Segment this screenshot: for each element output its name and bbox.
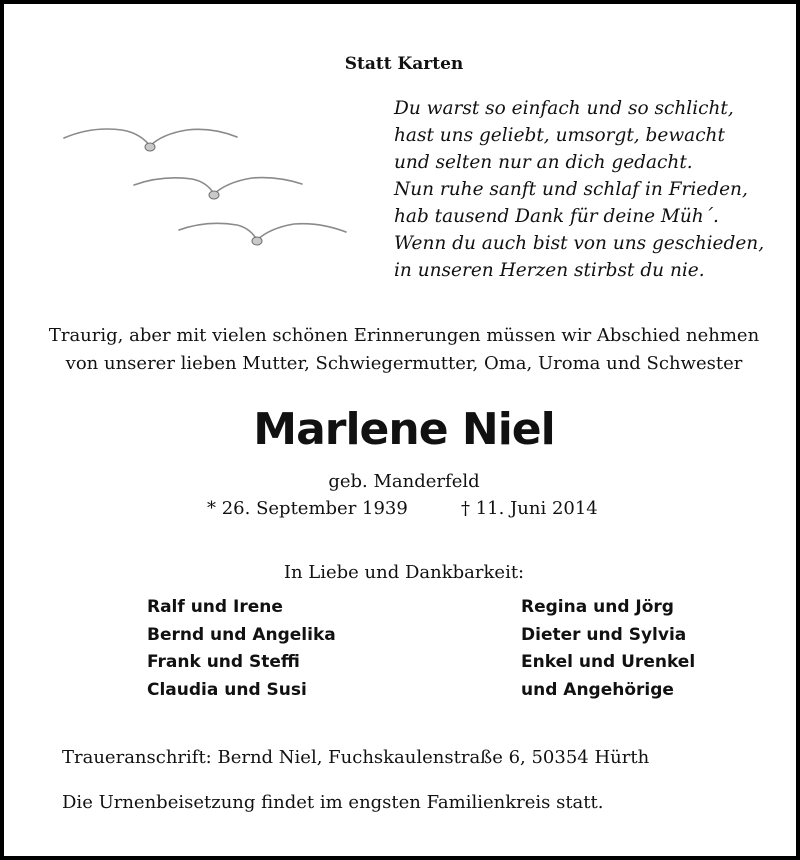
death-date: † 11. Juni 2014	[461, 498, 598, 519]
seagull-icon	[134, 178, 302, 194]
birth-date: * 26. September 1939	[207, 498, 408, 519]
poem-line: hast uns geliebt, umsorgt, bewacht	[394, 125, 725, 146]
burial-notice: Die Urnenbeisetzung findet im engsten Familienkreis statt.	[62, 792, 604, 813]
family-member: Regina und Jörg	[521, 597, 674, 617]
seagulls-icon	[62, 122, 352, 252]
poem-line: Du warst so einfach und so schlicht,	[394, 98, 734, 119]
poem	[394, 95, 774, 284]
poem-line: Nun ruhe sanft und schlaf in Frieden,	[394, 179, 748, 200]
poem-line: und selten nur an dich gedacht.	[394, 152, 693, 173]
mourning-address: Traueranschrift: Bernd Niel, Fuchskaulenstraße 6, 50354 Hürth	[62, 747, 650, 768]
maiden-name: geb. Manderfeld	[328, 471, 480, 492]
family-list-right	[521, 594, 695, 704]
poem-line: in unseren Herzen stirbst du nie.	[394, 260, 705, 281]
family-member: Frank und Steffi	[147, 652, 300, 672]
family-member: und Angehörige	[521, 679, 674, 700]
intro-line: Traurig, aber mit vielen schönen Erinnerungen müssen wir Abschied nehmen	[48, 325, 760, 346]
family-member: Ralf und Irene	[147, 597, 283, 617]
family-member: Enkel und Urenkel	[521, 652, 696, 672]
intro-text	[4, 322, 800, 378]
deceased-name: Marlene Niel	[253, 404, 555, 455]
intro-line: von unserer lieben Mutter, Schwiegermutter, Oma, Uroma und Schwester	[65, 353, 743, 374]
family-list-left	[147, 594, 336, 704]
gratitude-line: In Liebe und Dankbarkeit:	[283, 562, 525, 583]
family-member: Dieter und Sylvia	[521, 624, 687, 645]
seagull-icon	[179, 223, 346, 240]
family-member: Claudia und Susi	[147, 679, 307, 700]
poem-line: Wenn du auch bist von uns geschieden,	[394, 233, 765, 254]
poem-line: hab tausend Dank für deine Müh´.	[394, 206, 719, 227]
header-statt-karten: Statt Karten	[344, 54, 464, 74]
family-member: Bernd und Angelika	[147, 624, 336, 645]
